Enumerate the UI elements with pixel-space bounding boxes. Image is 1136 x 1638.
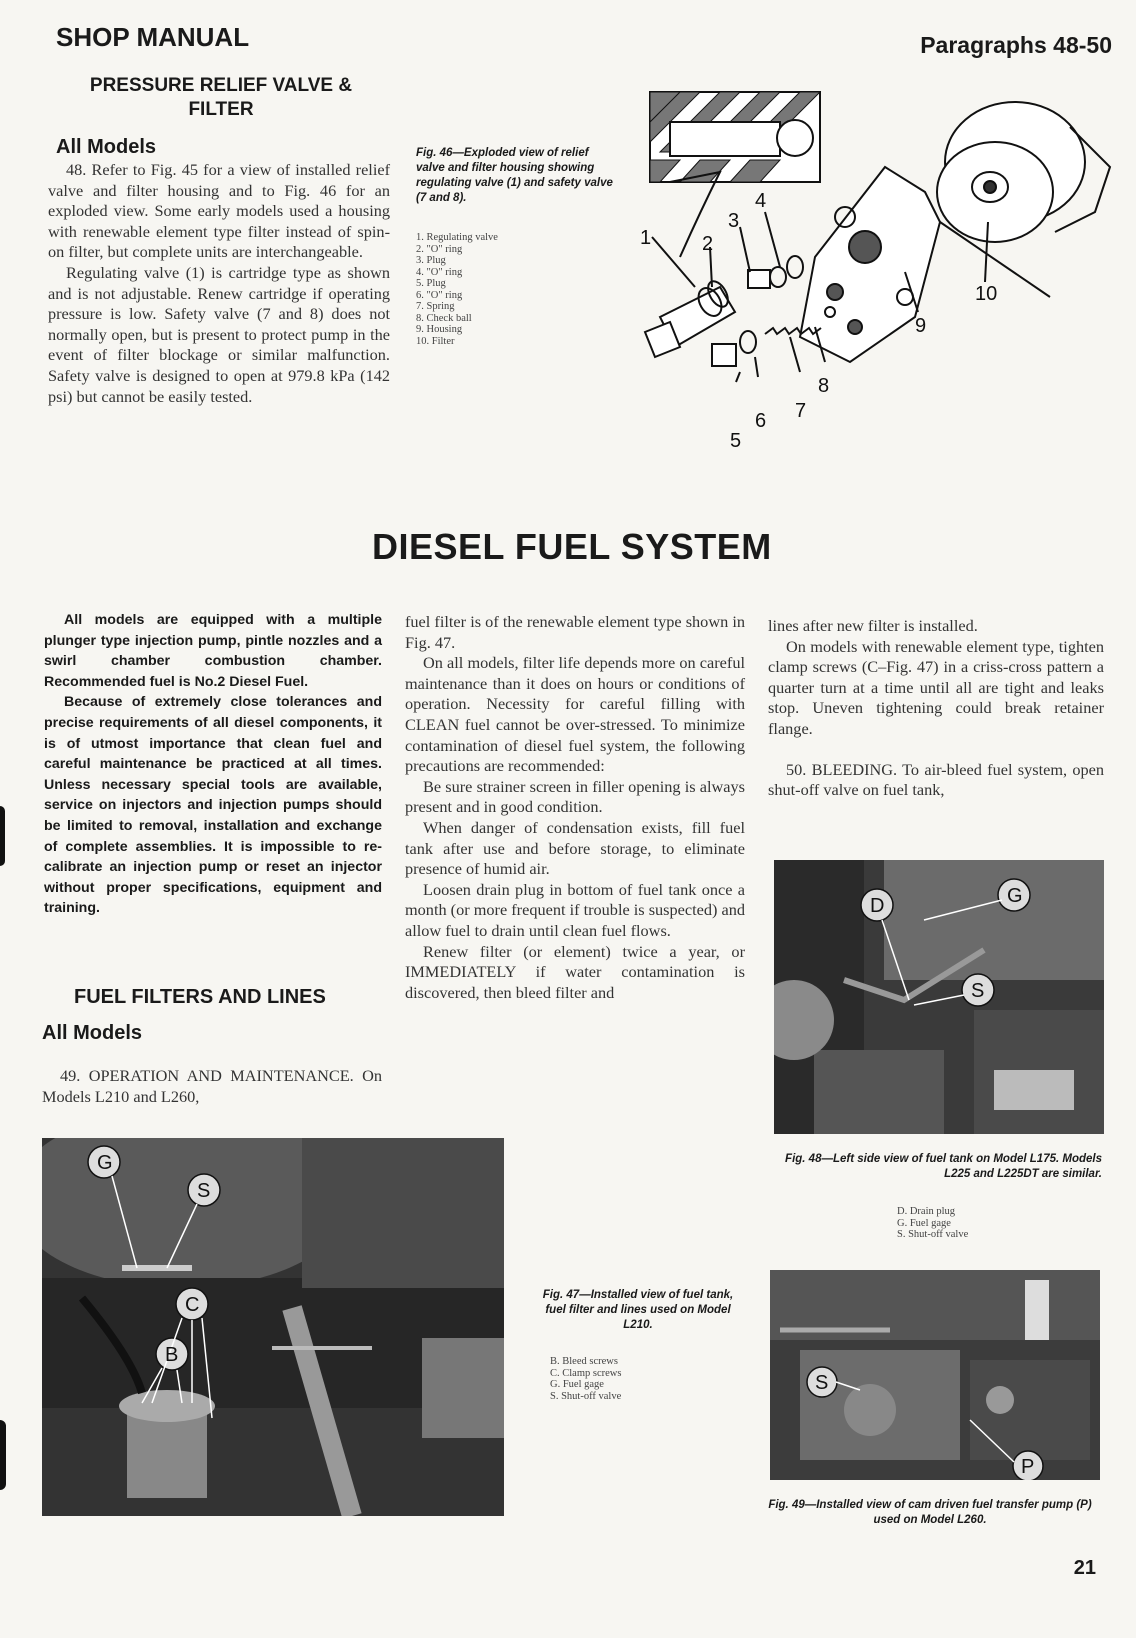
diesel-intro-p2: Because of extremely close tolerances and precise requirements of all diesel components, it is of utmost importance that clean fuel and careful maintenance be practiced at all times. Unless necessary special tools are available, service on injectors and injection pumps should be limited to removal, installation and exchange of complete assemblies. It is impossible to re-calibrate an injection pump or reset an injector without proper specifications, equipment and training. [44, 694, 382, 917]
fig46-legend-item: 2. "O" ring [416, 243, 463, 255]
col2-p3: Be sure strainer screen in filler opening is always present and in good condition. [405, 776, 745, 817]
fig46-number: 4 [755, 190, 767, 212]
subheading-all-models-49: All Models [42, 1022, 143, 1044]
fig46-number: 1 [640, 227, 652, 249]
col2-p6: Renew filter (or element) twice a year, or IMMEDIATELY if water contamination is discovered, then bleed filter and [405, 941, 745, 1002]
fig48-label: G [1007, 885, 1023, 907]
fig48-legend-item: D. Drain plug [897, 1206, 956, 1217]
fig47-label: C [185, 1294, 200, 1316]
page-number: 21 [1073, 1557, 1096, 1579]
fig48-photo [774, 860, 1104, 1134]
fig46-legend-item: 10. Filter [416, 335, 455, 347]
fig49-label: P [1021, 1456, 1035, 1478]
col3-p3: 50. BLEEDING. To air-bleed fuel system, open shut-off valve on fuel tank, [768, 759, 1104, 800]
fig47-caption: Fig. 47—Installed view of fuel tank, fuel filter and lines used on Model L210. [542, 1289, 734, 1331]
paragraph-48-regulating: Regulating valve (1) is cartridge type as shown and is not adjustable. Renew cartridge if operating pressure is low. Safety valve (7 and 8) does not normally open, but is present to protect pump in the event of filter blockage or similar malfunction. Safety valve is designed to open at 979.8 kPa (142 psi) but cannot be easily tested. [48, 262, 390, 406]
fig47-legend-item: B. Bleed screws [550, 1356, 618, 1367]
column-2-text [405, 612, 745, 1003]
fig46-legend [416, 232, 498, 347]
fig46-legend-item: 8. Check ball [416, 312, 472, 324]
fig47-label: S [197, 1180, 211, 1202]
fig48-caption: Fig. 48—Left side view of fuel tank on Model L175. Models L225 and L225DT are similar. [785, 1153, 1102, 1180]
fig46-legend-item: 3. Plug [416, 255, 446, 266]
running-header-right: Paragraphs 48-50 [920, 32, 1112, 58]
column-3-text [768, 616, 1104, 801]
fig48-legend [897, 1206, 968, 1241]
paragraph-49-start [42, 1066, 382, 1107]
diesel-intro-p1: All models are equipped with a multiple plunger type injection pump, pintle nozzles and a swirl chamber combustion chamber. Recommended fuel is No.2 Diesel Fuel. [44, 612, 382, 690]
fig46-legend-item: 7. Spring [416, 301, 455, 312]
diesel-intro [44, 610, 382, 919]
fig46-caption: Fig. 46—Exploded view of relief valve and filter housing showing regulating valve (1) and safety valve (7 and 8). [416, 147, 613, 204]
col2-p4: When danger of condensation exists, fill fuel tank after use and before storage, to eliminate presence of humid air. [405, 817, 745, 879]
col2-p5: Loosen drain plug in bottom of fuel tank once a month (or more frequent if trouble is suspected) and allow fuel to drain until clean fuel flows. [405, 879, 745, 940]
fig47-legend-item: S. Shut-off valve [550, 1390, 622, 1402]
fig47-legend-item: G. Fuel gage [550, 1379, 604, 1390]
binding-mark [0, 806, 5, 866]
section-title-relief-valve: PRESSURE RELIEF VALVE & FILTER [89, 75, 353, 120]
fig47-photo [42, 1138, 504, 1516]
fig48-label: D [870, 895, 885, 917]
paragraph-48 [48, 160, 390, 407]
fig46-legend-item: 5. Plug [416, 278, 446, 289]
col2-p1: fuel filter is of the renewable element type shown in Fig. 47. [405, 612, 745, 652]
main-title: DIESEL FUEL SYSTEM [372, 526, 772, 567]
fig46-legend-item: 1. Regulating valve [416, 232, 498, 243]
fig46-number: 5 [730, 430, 742, 452]
fig46-number: 9 [915, 315, 927, 337]
heading-fuel-filters: FUEL FILTERS AND LINES [74, 986, 326, 1008]
binding-mark [0, 1420, 6, 1490]
fig47-label: B [165, 1344, 179, 1366]
fig46-legend-item: 9. Housing [416, 324, 463, 335]
col3-p1: lines after new filter is installed. [768, 616, 978, 635]
fig46-number: 10 [975, 283, 998, 305]
fig49-photo [770, 1270, 1100, 1480]
fig46-number: 7 [795, 400, 807, 422]
fig46-number: 2 [702, 233, 714, 255]
fig47-legend-item: C. Clamp screws [550, 1367, 622, 1379]
fig48-legend-item: G. Fuel gage [897, 1217, 951, 1229]
col3-p2: On models with renewable element type, tighten clamp screws (C–Fig. 47) in a criss-cross pattern a quarter turn at a time until all are tight and leaks stop. Uneven tightening could break retainer flange. [768, 636, 1104, 738]
fig46-number: 3 [728, 210, 740, 232]
paragraph-48-text: 48. Refer to Fig. 45 for a view of installed relief valve and filter housing and to Fig. 46 for an exploded view. Some early models used a housing with renewable element type filter instead of spin-on filter, but complete units are interchangeable. [48, 160, 390, 262]
fig46-legend-item: 4. "O" ring [416, 266, 463, 278]
fig47-legend [550, 1356, 621, 1402]
subheading-all-models-48: All Models [56, 136, 157, 158]
fig48-label: S [971, 980, 985, 1002]
fig47-label: G [97, 1152, 113, 1174]
fig48-legend-item: S. Shut-off valve [897, 1229, 969, 1240]
fig46-number: 8 [818, 375, 830, 397]
col2-p2: On all models, filter life depends more on careful maintenance than it does on hours or conditions of operation. Necessity for careful filling with CLEAN fuel cannot be over-stressed. To minimize contamination of diesel fuel system, the following precautions are recommended: [405, 653, 745, 776]
fig46-legend-item: 6. "O" ring [416, 289, 463, 301]
running-header-left: SHOP MANUAL [56, 22, 250, 52]
fig46-exploded-drawing [640, 72, 1120, 472]
fig49-caption: Fig. 49—Installed view of cam driven fuel transfer pump (P) used on Model L260. [768, 1499, 1092, 1526]
paragraph-49-text: 49. OPERATION AND MAINTENANCE. On Models L210 and L260, [42, 1066, 382, 1106]
fig46-number: 6 [755, 410, 767, 432]
fig49-label: S [815, 1372, 829, 1394]
